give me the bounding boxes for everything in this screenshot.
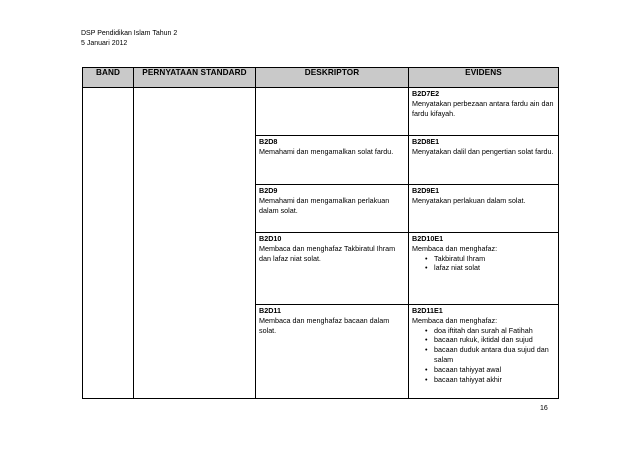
evidence-code: B2D8E1	[412, 137, 440, 146]
column-header-deskriptor: DESKRIPTOR	[256, 68, 409, 88]
descriptor-text: Memahami dan mengamalkan perlakuan dalam solat.	[259, 195, 390, 215]
table-row	[83, 88, 559, 92]
evidence-text: Menyatakan perbezaan antara fardu ain dan fardu kifayah.	[412, 98, 554, 118]
list-item: • bacaan tahiyyat awal	[434, 365, 555, 375]
standards-table	[82, 67, 559, 399]
evidence-code: B2D10E1	[412, 234, 444, 243]
descriptor-cell	[256, 233, 409, 305]
evidence-text: Menyatakan perlakuan dalam solat.	[412, 195, 526, 205]
document-header	[81, 29, 177, 49]
descriptor-code: B2D9	[259, 186, 278, 195]
evidence-cell	[409, 136, 559, 185]
page-number: 16	[540, 405, 548, 412]
descriptor-cell	[256, 136, 409, 185]
descriptor-code: B2D10	[259, 234, 282, 243]
list-item: • lafaz niat solat	[434, 263, 555, 273]
descriptor-text: Membaca dan menghafaz bacaan dalam solat.	[259, 315, 390, 335]
list-item: • bacaan tahiyyat akhir	[434, 375, 555, 385]
descriptor-text: Memahami dan mengamalkan solat fardu.	[259, 146, 394, 156]
evidence-text: Membaca dan menghafaz:	[412, 315, 498, 325]
evidence-cell	[409, 233, 559, 305]
evidence-cell	[409, 305, 559, 399]
pernyataan-standard-cell	[134, 88, 256, 399]
descriptor-code: B2D11	[259, 306, 281, 315]
evidence-code: B2D7E2	[412, 89, 440, 98]
descriptor-code: B2D8	[259, 137, 278, 146]
list-item: • bacaan duduk antara dua sujud dan salam	[434, 345, 555, 365]
evidence-text: Membaca dan menghafaz:	[412, 243, 498, 253]
evidence-cell	[409, 88, 559, 136]
descriptor-cell	[256, 185, 409, 233]
document-date: 5 Januari 2012	[81, 40, 128, 47]
list-item: • doa iftitah dan surah al Fatihah	[434, 326, 555, 336]
evidence-cell	[409, 185, 559, 233]
table-header-row	[83, 68, 559, 88]
descriptor-cell	[256, 88, 409, 136]
evidence-text: Menyatakan dalil dan pengertian solat fardu.	[412, 146, 554, 156]
column-header-evidens: EVIDENS	[409, 68, 559, 88]
list-item: • Takbiratul Ihram	[434, 254, 555, 264]
column-header-pernyataan-standard: PERNYATAAN STANDARD	[134, 68, 256, 88]
column-header-band: BAND	[83, 68, 134, 88]
descriptor-text: Membaca dan menghafaz Takbiratul Ihram dan lafaz niat solat.	[259, 243, 396, 263]
evidence-code: B2D11E1	[412, 306, 443, 315]
document-title: DSP Pendidikan Islam Tahun 2	[81, 30, 178, 37]
band-cell	[83, 88, 134, 399]
evidence-code: B2D9E1	[412, 186, 440, 195]
evidence-list	[412, 326, 555, 385]
list-item: • bacaan rukuk, iktidal dan sujud	[434, 335, 555, 345]
evidence-list	[412, 254, 555, 274]
descriptor-cell	[256, 305, 409, 399]
